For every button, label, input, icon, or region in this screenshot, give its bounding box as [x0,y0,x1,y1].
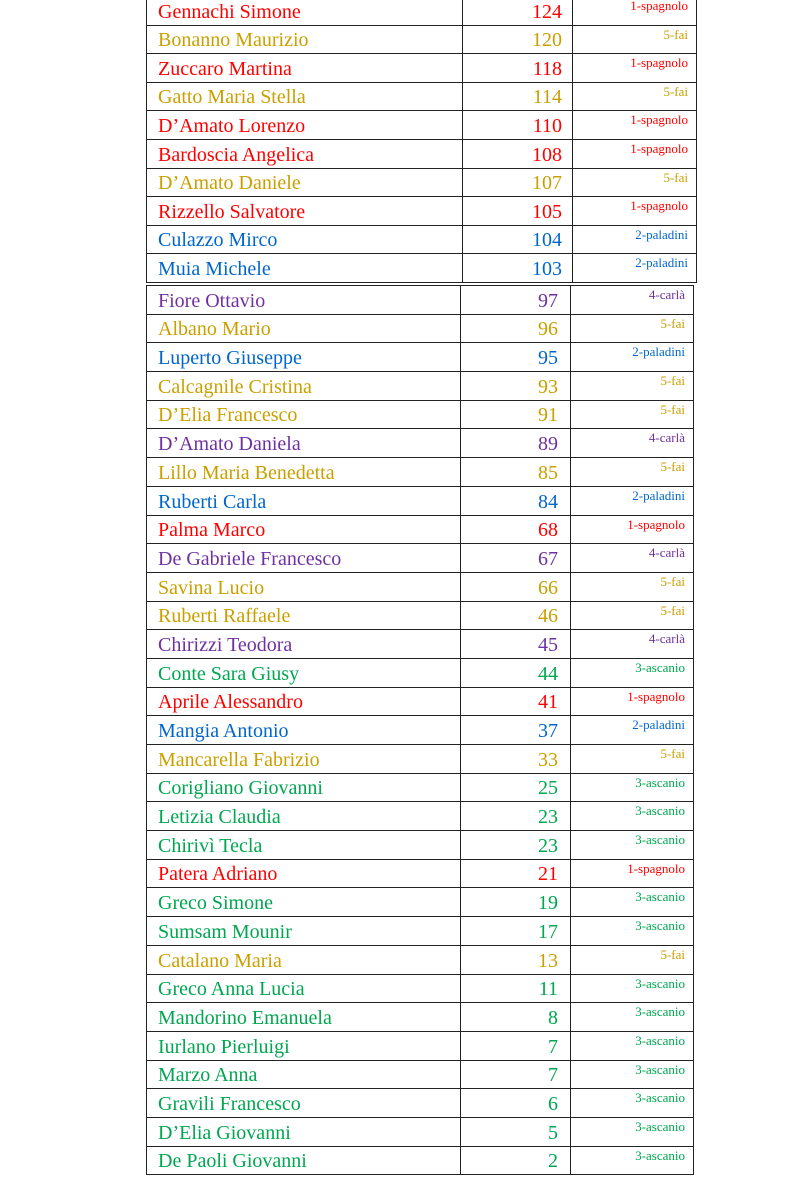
table-row [147,802,694,831]
score-cell: 7 [461,1031,571,1060]
participant-name-cell: Zuccaro Martina [147,54,463,83]
team-cell: 3-ascanio [571,658,694,687]
team-cell: 5-fai [571,945,694,974]
participant-name-cell: Palma Marco [147,515,461,544]
table-row [147,82,697,111]
score-cell: 7 [461,1060,571,1089]
score-cell: 17 [461,917,571,946]
participant-name-cell: Gennachi Simone [147,0,463,25]
score-cell: 124 [463,0,573,25]
score-cell: 114 [463,82,573,111]
team-cell: 1-spagnolo [571,687,694,716]
table-row [147,400,694,429]
team-cell: 5-fai [571,400,694,429]
table-row [147,658,694,687]
score-cell: 120 [463,25,573,54]
table-row [147,716,694,745]
table-row [147,773,694,802]
team-cell: 5-fai [573,25,697,54]
ranking-table-top [146,0,697,283]
score-cell: 91 [461,400,571,429]
score-cell: 95 [461,343,571,372]
table-row [147,859,694,888]
team-cell: 5-fai [571,314,694,343]
score-cell: 19 [461,888,571,917]
score-cell: 110 [463,111,573,140]
team-cell: 3-ascanio [571,974,694,1003]
team-cell: 5-fai [571,745,694,774]
participant-name-cell: De Gabriele Francesco [147,544,461,573]
table-row [147,745,694,774]
score-cell: 85 [461,458,571,487]
table-row [147,544,694,573]
score-cell: 46 [461,601,571,630]
participant-name-cell: Catalano Maria [147,945,461,974]
score-cell: 5 [461,1117,571,1146]
score-cell: 105 [463,197,573,226]
ranking-table-top-body [147,0,697,282]
table-row [147,945,694,974]
team-cell: 3-ascanio [571,1003,694,1032]
team-cell: 1-spagnolo [573,111,697,140]
participant-name-cell: Lillo Maria Benedetta [147,458,461,487]
participant-name-cell: Calcagnile Cristina [147,372,461,401]
participant-name-cell: Ruberti Raffaele [147,601,461,630]
table-row [147,888,694,917]
team-cell: 4-carlà [571,544,694,573]
participant-name-cell: D’Amato Daniele [147,168,463,197]
table-row [147,111,697,140]
table-row [147,1146,694,1175]
table-row [147,486,694,515]
team-cell: 3-ascanio [571,831,694,860]
participant-name-cell: Marzo Anna [147,1060,461,1089]
table-row [147,974,694,1003]
score-cell: 11 [461,974,571,1003]
table-row [147,601,694,630]
team-cell: 5-fai [571,372,694,401]
table-row [147,343,694,372]
table-row [147,630,694,659]
team-cell: 3-ascanio [571,1060,694,1089]
score-cell: 6 [461,1089,571,1118]
participant-name-cell: Fiore Ottavio [147,286,461,315]
table-row [147,1031,694,1060]
score-cell: 103 [463,254,573,283]
score-cell: 2 [461,1146,571,1175]
table-row [147,0,697,25]
participant-name-cell: Chirivì Tecla [147,831,461,860]
score-cell: 107 [463,168,573,197]
table-row [147,168,697,197]
team-cell: 4-carlà [571,286,694,315]
participant-name-cell: Muia Michele [147,254,463,283]
participant-name-cell: Mandorino Emanuela [147,1003,461,1032]
team-cell: 5-fai [573,168,697,197]
score-cell: 68 [461,515,571,544]
table-row [147,687,694,716]
score-cell: 33 [461,745,571,774]
score-cell: 25 [461,773,571,802]
participant-name-cell: Ruberti Carla [147,486,461,515]
team-cell: 3-ascanio [571,802,694,831]
score-cell: 84 [461,486,571,515]
team-cell: 4-carlà [571,630,694,659]
participant-name-cell: Greco Anna Lucia [147,974,461,1003]
team-cell: 4-carlà [571,429,694,458]
participant-name-cell: Aprile Alessandro [147,687,461,716]
team-cell: 3-ascanio [571,1031,694,1060]
team-cell: 1-spagnolo [573,139,697,168]
team-cell: 1-spagnolo [573,54,697,83]
participant-name-cell: Luperto Giuseppe [147,343,461,372]
table-row [147,314,694,343]
team-cell: 5-fai [571,458,694,487]
participant-name-cell: D’Elia Francesco [147,400,461,429]
participant-name-cell: Patera Adriano [147,859,461,888]
team-cell: 2-paladini [571,343,694,372]
participant-name-cell: Mancarella Fabrizio [147,745,461,774]
participant-name-cell: Sumsam Mounir [147,917,461,946]
score-cell: 23 [461,831,571,860]
team-cell: 3-ascanio [571,1146,694,1175]
participant-name-cell: Chirizzi Teodora [147,630,461,659]
participant-name-cell: Iurlano Pierluigi [147,1031,461,1060]
table-row [147,372,694,401]
participant-name-cell: Bardoscia Angelica [147,139,463,168]
participant-name-cell: Greco Simone [147,888,461,917]
team-cell: 1-spagnolo [571,859,694,888]
score-cell: 41 [461,687,571,716]
team-cell: 2-paladini [573,225,697,254]
team-cell: 3-ascanio [571,1089,694,1118]
table-row [147,572,694,601]
score-cell: 13 [461,945,571,974]
participant-name-cell: Conte Sara Giusy [147,658,461,687]
participant-name-cell: Mangia Antonio [147,716,461,745]
score-cell: 37 [461,716,571,745]
team-cell: 5-fai [571,601,694,630]
team-cell: 2-paladini [571,486,694,515]
participant-name-cell: Gravili Francesco [147,1089,461,1118]
table-row [147,1060,694,1089]
score-cell: 8 [461,1003,571,1032]
table-row [147,917,694,946]
score-cell: 118 [463,54,573,83]
participant-name-cell: Corigliano Giovanni [147,773,461,802]
score-cell: 66 [461,572,571,601]
team-cell: 3-ascanio [571,773,694,802]
score-cell: 89 [461,429,571,458]
participant-name-cell: Letizia Claudia [147,802,461,831]
score-cell: 44 [461,658,571,687]
participant-name-cell: Rizzello Salvatore [147,197,463,226]
team-cell: 2-paladini [571,716,694,745]
team-cell: 3-ascanio [571,888,694,917]
table-row [147,831,694,860]
table-row [147,225,697,254]
score-cell: 93 [461,372,571,401]
participant-name-cell: Bonanno Maurizio [147,25,463,54]
ranking-table-bottom [146,285,694,1175]
team-cell: 1-spagnolo [573,0,697,25]
score-cell: 108 [463,139,573,168]
team-cell: 5-fai [573,82,697,111]
table-row [147,139,697,168]
ranking-table-bottom-body [147,286,694,1175]
score-cell: 67 [461,544,571,573]
participant-name-cell: D’Amato Daniela [147,429,461,458]
participant-name-cell: De Paoli Giovanni [147,1146,461,1175]
score-cell: 97 [461,286,571,315]
table-row [147,1117,694,1146]
participant-name-cell: D’Amato Lorenzo [147,111,463,140]
table-row [147,429,694,458]
team-cell: 1-spagnolo [573,197,697,226]
table-row [147,286,694,315]
table-row [147,197,697,226]
team-cell: 5-fai [571,572,694,601]
team-cell: 3-ascanio [571,1117,694,1146]
table-row [147,1089,694,1118]
table-row [147,254,697,283]
team-cell: 3-ascanio [571,917,694,946]
score-cell: 104 [463,225,573,254]
table-row [147,515,694,544]
participant-name-cell: Gatto Maria Stella [147,82,463,111]
score-cell: 21 [461,859,571,888]
score-cell: 45 [461,630,571,659]
participant-name-cell: Savina Lucio [147,572,461,601]
table-row [147,25,697,54]
score-cell: 96 [461,314,571,343]
participant-name-cell: D’Elia Giovanni [147,1117,461,1146]
team-cell: 2-paladini [573,254,697,283]
table-row [147,54,697,83]
score-cell: 23 [461,802,571,831]
team-cell: 1-spagnolo [571,515,694,544]
participant-name-cell: Culazzo Mirco [147,225,463,254]
table-row [147,1003,694,1032]
table-row [147,458,694,487]
participant-name-cell: Albano Mario [147,314,461,343]
